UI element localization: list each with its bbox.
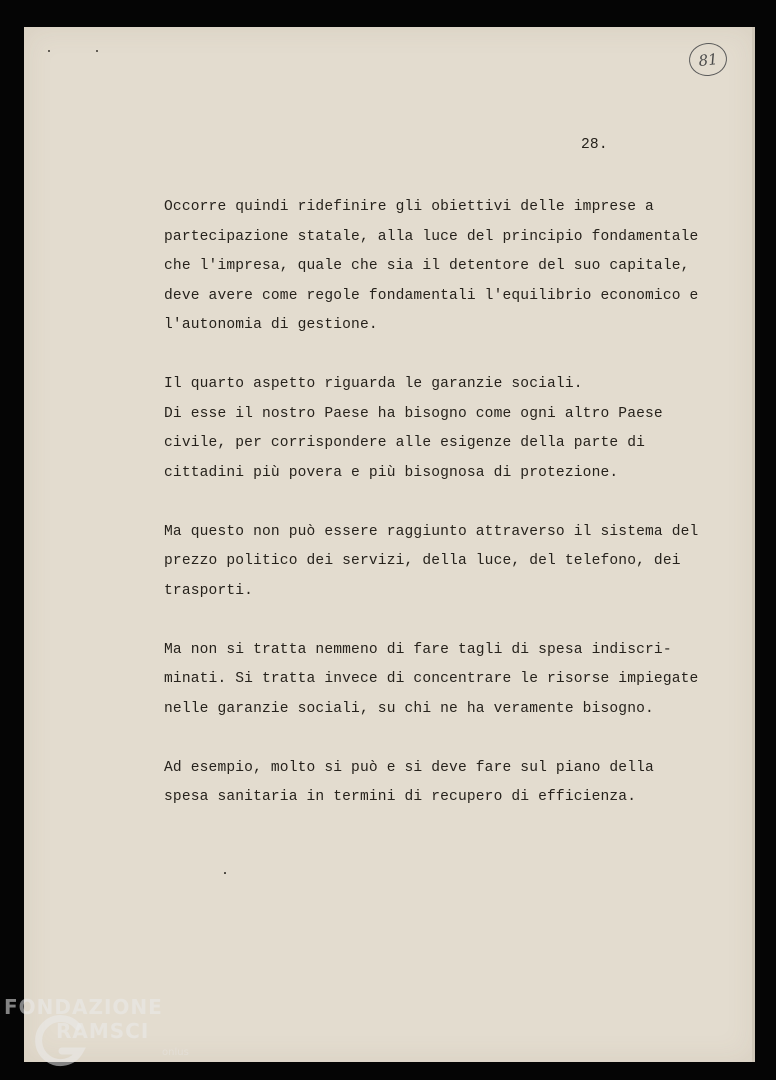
text-line: l'autonomia di gestione. bbox=[164, 317, 378, 333]
watermark-logo bbox=[4, 995, 194, 1075]
watermark-line1: FONDAZIONE bbox=[4, 995, 163, 1019]
text-line: Ad esempio, molto si può e si deve fare sul piano della bbox=[164, 759, 654, 776]
text-line: civile, per corrispondere alle esigenze della parte di bbox=[164, 435, 646, 451]
text-line: Ma questo non può essere raggiunto attraverso il sistema del bbox=[164, 523, 699, 540]
paragraph bbox=[164, 373, 724, 491]
text-line: spesa sanitaria in termini di recupero di efficienza. bbox=[164, 789, 637, 805]
paragraph bbox=[164, 196, 724, 344]
text-line: che l'impresa, quale che sia il detentore del suo capitale, bbox=[164, 258, 690, 274]
handwritten-annotation: 81 bbox=[687, 41, 728, 78]
text-line: deve avere come regole fondamentali l'equilibrio economico e bbox=[164, 287, 699, 304]
text-line: cittadini più povera e più bisognosa di protezione. bbox=[164, 464, 619, 481]
watermark-line2: RAMSCI bbox=[56, 1019, 150, 1043]
paragraph bbox=[164, 639, 724, 728]
text-line: Occorre quindi ridefinire gli obiettivi delle imprese a bbox=[164, 199, 654, 215]
paper-speck bbox=[48, 50, 50, 52]
text-line: nelle garanzie sociali, su chi ne ha veramente bisogno. bbox=[164, 700, 654, 717]
text-line: trasporti. bbox=[164, 582, 254, 599]
paper-speck bbox=[96, 50, 98, 52]
text-line: Ma non si tratta nemmeno di fare tagli di spesa indiscri- bbox=[164, 641, 672, 658]
text-line: prezzo politico dei servizi, della luce, del telefono, dei bbox=[164, 553, 681, 569]
text-line: Di esse il nostro Paese ha bisogno come ogni altro Paese bbox=[164, 405, 663, 422]
paper-speck bbox=[224, 872, 226, 874]
text-line: partecipazione statale, alla luce del principio fondamentale bbox=[164, 228, 699, 245]
paragraph bbox=[164, 521, 724, 610]
watermark-onlus: onlus bbox=[162, 1047, 189, 1058]
text-line: Il quarto aspetto riguarda le garanzie sociali. bbox=[164, 376, 583, 392]
page-edge bbox=[752, 27, 755, 1062]
paragraph bbox=[164, 757, 724, 816]
page-number: 28. bbox=[581, 137, 608, 153]
text-line: minati. Si tratta invece di concentrare le risorse impiegate bbox=[164, 671, 699, 687]
body-text bbox=[164, 196, 724, 845]
